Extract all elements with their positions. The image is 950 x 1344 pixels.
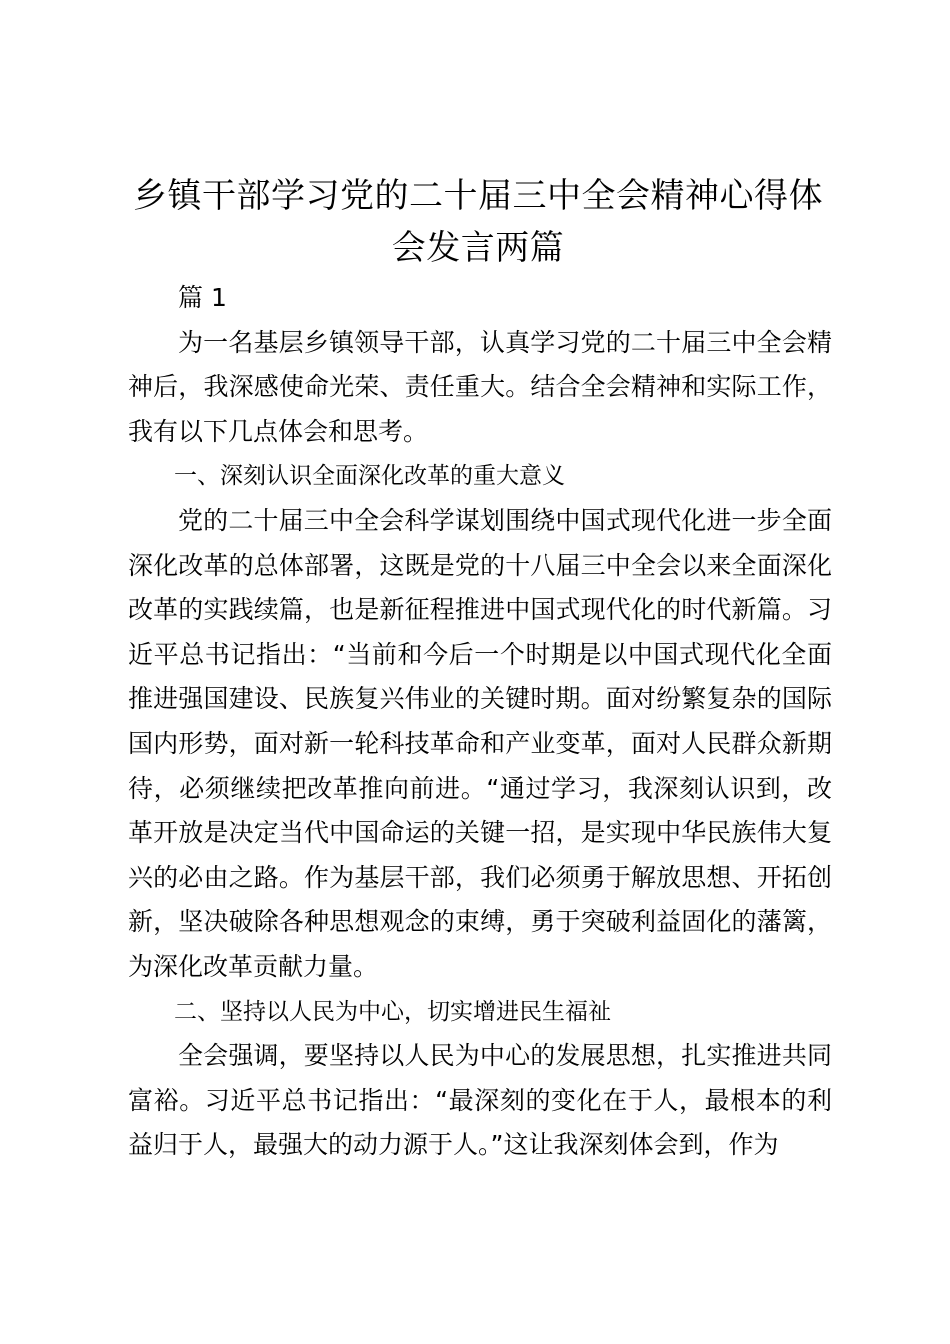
document-body [128, 276, 832, 1168]
part-label: 篇 1 [178, 283, 227, 312]
paragraph-section-1: 党的二十届三中全会科学谋划围绕中国式现代化进一步全面深化改革的总体部署，这既是党的十八届三中全会以来全面深化改革的实践续篇，也是新征程推进中国式现代化的时代新篇。习近平总书记指出：“当前和今后一个时期是以中国式现代化全面推进强国建设、民族复兴伟业的关键时期。面对纷繁复杂的国际国内形势，面对新一轮科技革命和产业变革，面对人民群众新期待，必须继续把改革推向前进。“通过学习，我深刻认识到，改革开放是决定当代中国命运的关键一招，是实现中华民族伟大复兴的必由之路。作为基层干部，我们必须勇于解放思想、开拓创新，坚决破除各种思想观念的束缚，勇于突破利益固化的藩篱，为深化改革贡献力量。 [128, 505, 832, 981]
document-title: 乡镇干部学习党的二十届三中全会精神心得体会发言两篇 [133, 176, 823, 268]
paragraph-intro: 为一名基层乡镇领导干部，认真学习党的二十届三中全会精神后，我深感使命光荣、责任重大。结合全会精神和实际工作，我有以下几点体会和思考。 [128, 327, 832, 446]
section-heading-2: 二、坚持以人民为中心，切实增进民生福祉 [174, 998, 611, 1025]
paragraph-section-2: 全会强调，要坚持以人民为中心的发展思想，扎实推进共同富裕。习近平总书记指出：“最深刻的变化在于人，最根本的利益归于人，最强大的动力源于人。”这让我深刻体会到，作为 [128, 1041, 832, 1160]
section-heading-1: 一、深刻认识全面深化改革的重大意义 [174, 463, 565, 490]
